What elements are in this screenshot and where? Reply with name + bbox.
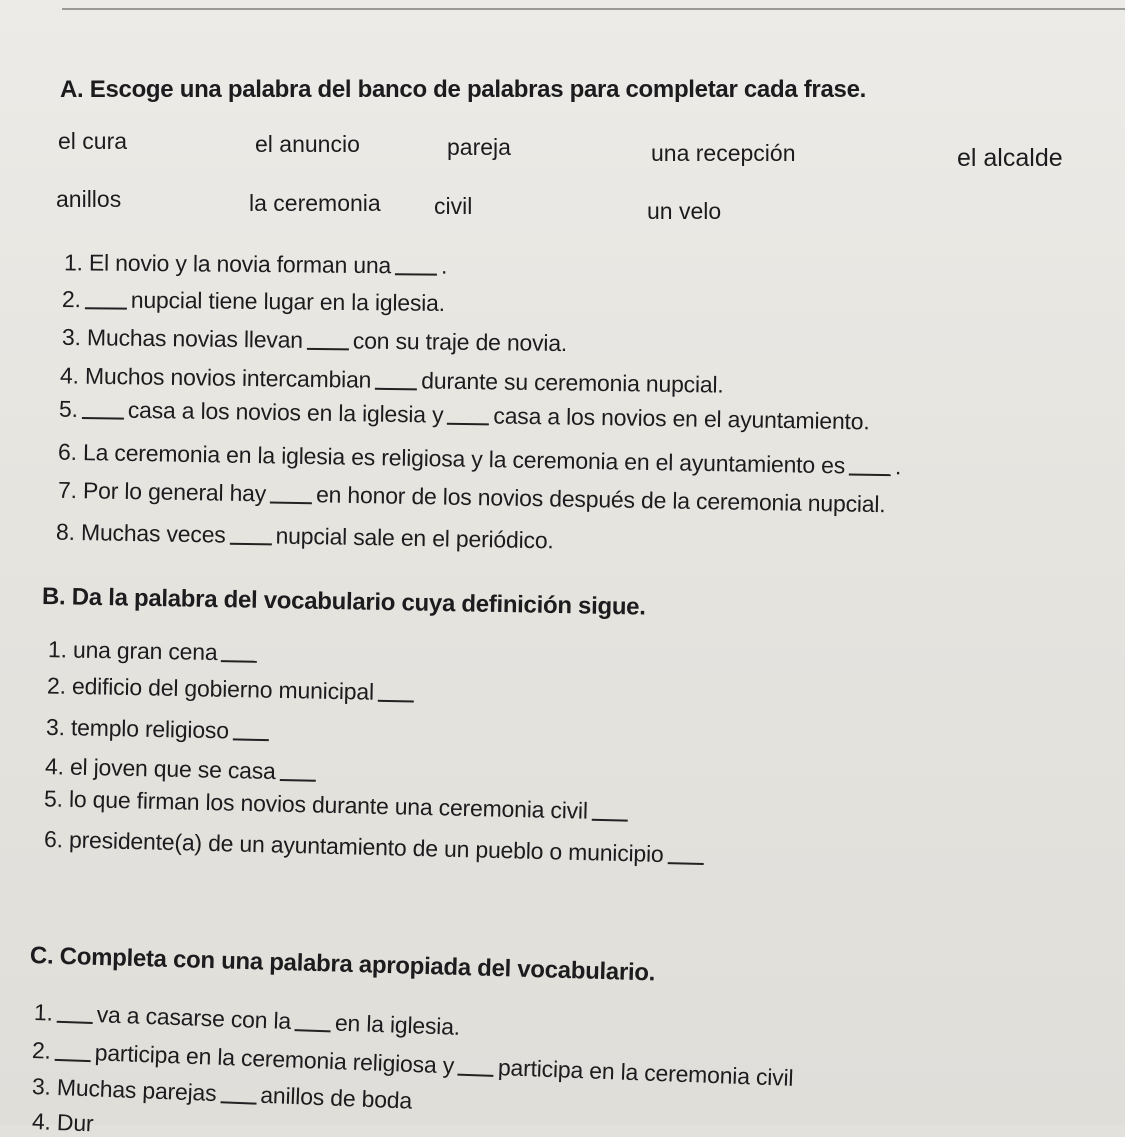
list-item: 4. Dur (31, 1108, 94, 1137)
answer-blank (233, 738, 269, 741)
answer-blank (279, 779, 315, 782)
list-item: 7. Por lo general hay en honor de los novios después de la ceremonia nupcial. (57, 476, 886, 518)
list-item: 4. Muchos novios intercambian durante su ceremonia nupcial. (59, 362, 724, 398)
answer-blank (375, 388, 417, 391)
answer-blank (307, 348, 349, 351)
section-c-heading: C. Completa con una palabra apropiada del vocabulario. (29, 942, 656, 987)
list-item: 2. edificio del gobierno municipal (47, 672, 418, 706)
list-item: 4. el joven que se casa (45, 753, 320, 786)
list-item: 1. una gran cena (48, 636, 262, 667)
list-item: 5. casa a los novios en la iglesia y casa a los novios en el ayuntamiento. (58, 395, 870, 435)
answer-blank (56, 1021, 92, 1024)
answer-blank (395, 273, 437, 275)
list-item: 6. presidente(a) de un ayuntamiento de un pueblo o municipio (44, 826, 708, 869)
word-bank-item: el alcalde (957, 144, 1063, 172)
list-item: 3. Muchas parejas anillos de boda (31, 1073, 413, 1114)
answer-blank (849, 473, 891, 476)
list-item: 5. lo que firman los novios durante una ceremonia civil (44, 785, 632, 825)
word-bank-item: el anuncio (255, 131, 360, 157)
answer-blank (85, 307, 127, 309)
word-bank-item: la ceremonia (249, 190, 381, 216)
word-bank-item: el cura (58, 128, 128, 154)
answer-blank (220, 1101, 256, 1104)
word-bank-item: pareja (447, 134, 511, 160)
word-bank-item: una recepción (651, 140, 796, 166)
word-bank-item: civil (434, 193, 473, 219)
answer-blank (592, 819, 628, 822)
list-item: 1. va a casarse con la en la iglesia. (33, 999, 461, 1040)
list-item: 8. Muchas veces nupcial sale en el periódico. (55, 518, 554, 554)
list-item: 6. La ceremonia en la iglesia es religiosa y la ceremonia en el ayuntamiento es . (57, 438, 902, 480)
section-b-heading: B. Da la palabra del vocabulario cuya definición sigue. (41, 583, 646, 621)
answer-blank (229, 543, 271, 546)
answer-blank (378, 700, 414, 703)
section-a-heading: A. Escoge una palabra del banco de palabras para completar cada frase. (60, 76, 866, 103)
word-bank-item: un velo (647, 198, 722, 224)
list-item: 2. nupcial tiene lugar en la iglesia. (61, 285, 446, 317)
answer-blank (270, 501, 312, 504)
top-rule (62, 8, 1125, 10)
answer-blank (82, 417, 124, 420)
list-item: 2. participa en la ceremonia religiosa y participa en la ceremonia civil (31, 1037, 794, 1091)
word-bank-item: anillos (56, 186, 122, 212)
list-item: 3. templo religioso (46, 714, 273, 745)
list-item: 3. Muchas novias llevan con su traje de novia. (61, 323, 568, 357)
answer-blank (667, 862, 703, 865)
answer-blank (458, 1074, 494, 1077)
answer-blank (54, 1059, 90, 1062)
answer-blank (447, 423, 489, 426)
answer-blank (221, 660, 257, 663)
answer-blank (295, 1029, 331, 1032)
list-item: 1. El novio y la novia forman una . (63, 249, 448, 279)
